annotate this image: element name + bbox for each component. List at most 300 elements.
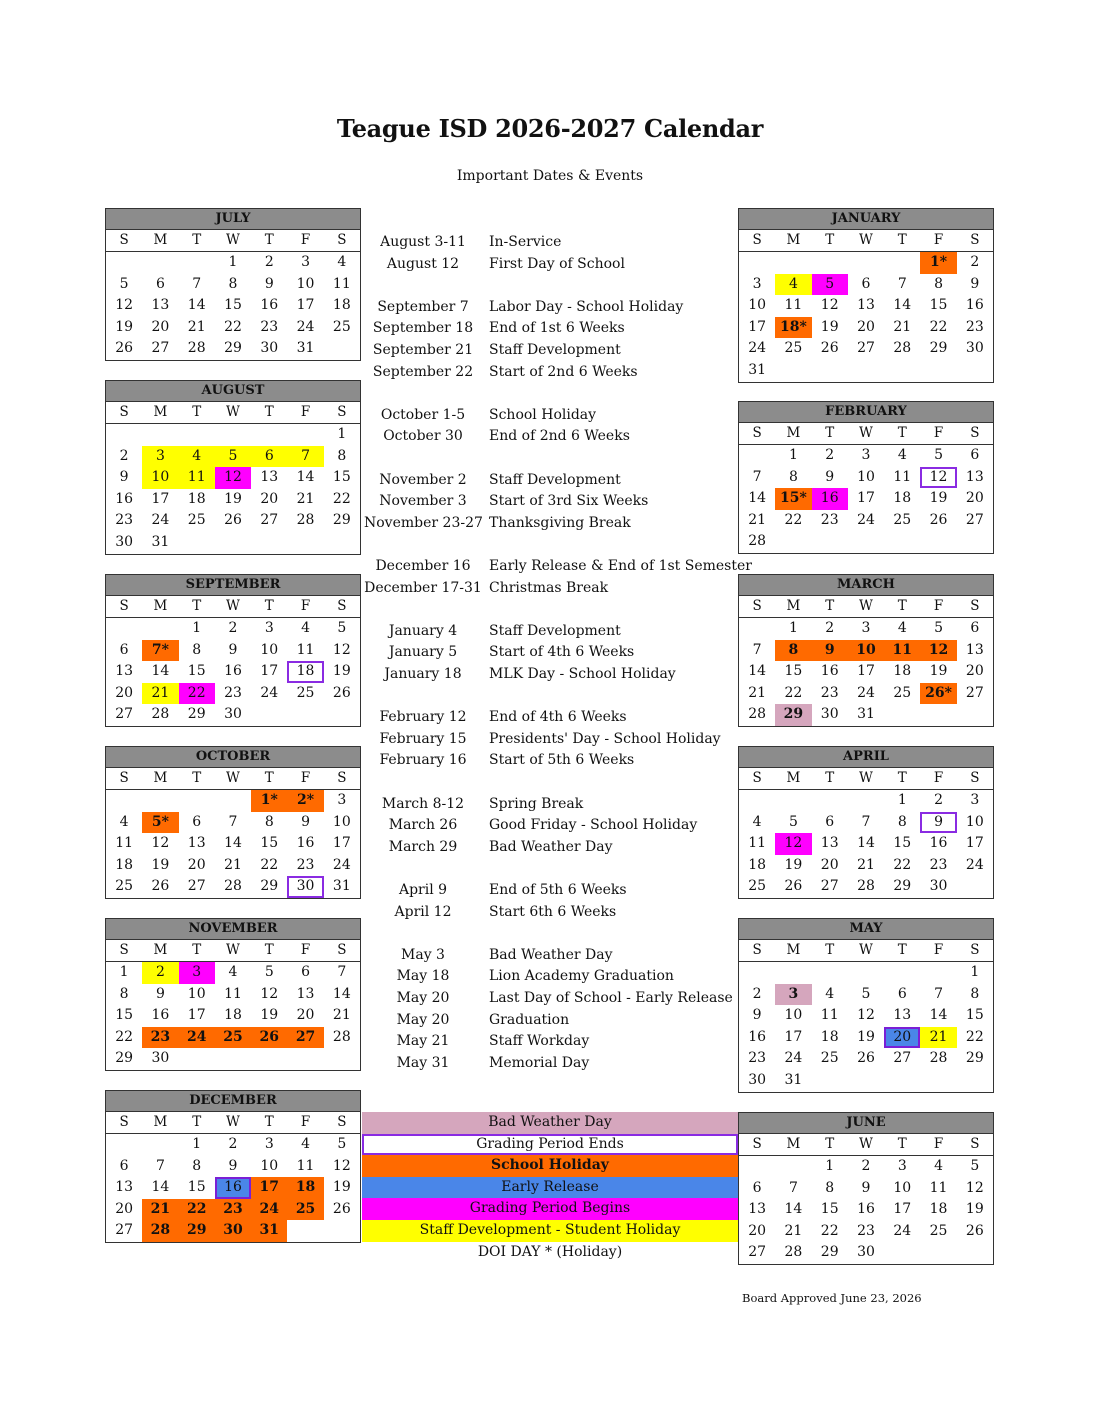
calendar-day: 23 [748, 1050, 767, 1067]
calendar-day: 28 [784, 1244, 803, 1261]
weekday-label: S [337, 942, 347, 958]
calendar-day: 31 [784, 1071, 803, 1088]
month-may [738, 918, 994, 1093]
calendar-day: 7 [192, 275, 202, 292]
event-date: August 12 [386, 255, 460, 272]
calendar-day: 16 [260, 297, 279, 314]
calendar-day: 17 [965, 835, 984, 852]
calendar-day: 14 [748, 663, 767, 680]
calendar-day: 24 [784, 1050, 803, 1067]
calendar-day: 25 [820, 1050, 839, 1067]
day-grid [739, 790, 993, 898]
weekday-label: T [264, 404, 274, 420]
empty-day [142, 790, 178, 812]
calendar-day: 16 [929, 835, 948, 852]
event-description: Thanksgiving Break [489, 514, 631, 531]
calendar-day: 27 [893, 1050, 912, 1067]
calendar-day: 3 [775, 984, 811, 1006]
calendar-day: 26 [857, 1050, 875, 1067]
calendar-day: 3 [337, 792, 347, 808]
event-description: Memorial Day [489, 1054, 590, 1071]
event-row [364, 405, 738, 426]
calendar-day: 6 [119, 641, 129, 658]
day-grid [739, 252, 993, 382]
calendar-day: 19 [857, 1028, 875, 1045]
calendar-day: 25 [287, 1199, 323, 1221]
calendar-day: 9 [970, 275, 980, 292]
event-row [364, 750, 738, 771]
calendar-day: 13 [748, 1201, 767, 1218]
event-description: Staff Development [489, 342, 621, 358]
event-date: May 31 [396, 1054, 450, 1071]
calendar-day: 28 [151, 706, 170, 723]
event-date: March 8-12 [381, 795, 465, 812]
month-december [105, 1090, 361, 1243]
calendar-day: 12 [920, 640, 956, 662]
event-date: August 3-11 [380, 234, 466, 250]
event-row [364, 966, 738, 987]
calendar-day: 27 [857, 340, 875, 357]
calendar-day: 7 [752, 468, 762, 485]
calendar-day: 26 [929, 511, 948, 528]
calendar-day: 11 [820, 1007, 839, 1024]
calendar-day: 28 [142, 1220, 178, 1242]
event-row [364, 297, 738, 318]
event-description: End of 5th 6 Weeks [489, 882, 627, 898]
weekday-header [106, 940, 360, 962]
weekday-header [739, 230, 993, 252]
calendar-day: 15 [929, 297, 948, 314]
weekday-label: F [933, 232, 944, 248]
calendar-day: 19 [260, 1007, 279, 1024]
month-july [105, 208, 361, 361]
calendar-day: 14 [748, 490, 767, 507]
weekday-label: W [226, 942, 240, 958]
calendar-day: 27 [260, 512, 279, 529]
weekday-label: S [752, 770, 762, 786]
calendar-day: 2 [228, 1136, 238, 1152]
calendar-day: 11 [224, 985, 242, 1002]
calendar-day: 16 [296, 835, 315, 852]
event-description: Labor Day - School Holiday [489, 298, 684, 315]
calendar-day: 2 [264, 254, 274, 270]
event-row [364, 578, 738, 599]
calendar-day: 3 [970, 792, 980, 808]
calendar-day: 10 [848, 640, 884, 662]
empty-day [920, 962, 956, 984]
calendar-day: 27 [820, 878, 839, 895]
weekday-label: F [933, 1136, 944, 1152]
calendar-day: 7 [788, 1179, 798, 1196]
calendar-day: 9 [228, 1157, 238, 1174]
empty-day [848, 790, 884, 812]
calendar-day: 15 [965, 1007, 984, 1024]
calendar-title: Teague ISD 2026-2027 Calendar [336, 114, 764, 143]
event-date: May 21 [396, 1033, 450, 1050]
calendar-day: 26 [151, 878, 170, 895]
event-row [364, 513, 738, 534]
calendar-day: 3 [861, 620, 871, 636]
calendar-day: 23 [142, 1027, 178, 1049]
calendar-day: 25 [893, 684, 912, 701]
calendar-day: 22 [820, 1222, 839, 1239]
empty-day [812, 252, 848, 274]
month-april [738, 746, 994, 899]
calendar-day: 24 [748, 340, 767, 357]
empty-day [106, 1134, 142, 1156]
day-grid [739, 962, 993, 1092]
calendar-day: 30 [857, 1244, 875, 1261]
event-date: October 30 [383, 428, 463, 445]
event-row [364, 491, 738, 512]
weekday-label: S [970, 425, 980, 441]
calendar-day: 9 [301, 813, 311, 830]
calendar-day: 20 [115, 684, 134, 701]
calendar-day: 4 [119, 813, 129, 830]
calendar-day: 18 [187, 490, 206, 507]
weekday-label: S [752, 598, 762, 614]
calendar-day: 13 [857, 297, 875, 314]
calendar-day: 2* [287, 790, 323, 812]
weekday-label: T [192, 598, 202, 614]
calendar-day: 25 [332, 318, 351, 335]
calendar-day: 15* [775, 488, 811, 510]
calendar-day: 17 [187, 1007, 206, 1024]
weekday-label: M [153, 404, 168, 420]
calendar-day: 2 [934, 792, 944, 808]
calendar-day: 23 [224, 684, 242, 701]
calendar-day: 10 [332, 813, 351, 830]
day-grid [106, 424, 360, 554]
event-row [364, 815, 738, 836]
weekday-header [739, 1134, 993, 1156]
calendar-day: 20 [820, 856, 839, 873]
event-row [364, 988, 738, 1009]
weekday-label: T [825, 770, 835, 786]
calendar-day: 15 [820, 1201, 839, 1218]
event-description: In-Service [489, 234, 562, 250]
weekday-label: T [897, 425, 907, 441]
calendar-day: 3 [264, 1136, 274, 1152]
event-date: January 4 [388, 622, 458, 639]
legend-staff-development: Staff Development - Student Holiday [362, 1220, 738, 1242]
weekday-label: M [153, 770, 168, 786]
empty-day [251, 424, 287, 446]
calendar-day: 25 [748, 878, 767, 895]
empty-day [142, 618, 178, 640]
weekday-label: S [752, 1136, 762, 1152]
calendar-day: 12 [920, 467, 956, 489]
calendar-day: 8 [788, 468, 798, 485]
calendar-day: 15 [115, 1007, 134, 1024]
empty-day [179, 790, 215, 812]
empty-day [848, 962, 884, 984]
weekday-label: F [933, 598, 944, 614]
calendar-day: 14 [296, 469, 315, 486]
month-name: MAY [739, 919, 993, 940]
calendar-day: 7 [287, 446, 323, 468]
calendar-day: 1 [337, 426, 347, 442]
calendar-day: 21 [142, 1199, 178, 1221]
calendar-day: 24 [893, 1222, 912, 1239]
calendar-day: 24 [857, 511, 875, 528]
weekday-label: S [119, 404, 129, 420]
empty-day [739, 445, 775, 467]
empty-day [739, 618, 775, 640]
calendar-day: 24 [260, 684, 279, 701]
event-row [364, 470, 738, 491]
weekday-label: W [859, 232, 873, 248]
calendar-day: 25 [215, 1027, 251, 1049]
calendar-day: 5 [934, 620, 944, 636]
calendar-day: 6 [192, 813, 202, 830]
empty-day [812, 962, 848, 984]
calendar-day: 15 [224, 297, 242, 314]
calendar-day: 22 [224, 318, 242, 335]
calendar-day: 5 [788, 813, 798, 830]
calendar-day: 25 [893, 511, 912, 528]
event-description: Staff Development [489, 622, 621, 639]
calendar-day: 31 [151, 533, 170, 550]
weekday-label: T [825, 598, 835, 614]
weekday-label: S [119, 1114, 129, 1130]
event-date: November 2 [379, 471, 467, 488]
calendar-day: 21 [748, 684, 767, 701]
calendar-day: 27 [748, 1244, 767, 1261]
calendar-day: 4 [301, 620, 311, 636]
calendar-day: 18 [287, 1177, 323, 1199]
calendar-day: 23 [296, 856, 315, 873]
calendar-day: 2 [825, 447, 835, 463]
calendar-day: 1 [119, 964, 129, 980]
calendar-day: 5 [337, 620, 347, 636]
weekday-label: M [786, 598, 801, 614]
calendar-day: 6 [301, 964, 311, 980]
calendar-day: 10 [748, 297, 767, 314]
calendar-day: 28 [296, 512, 315, 529]
calendar-day: 24 [296, 318, 315, 335]
calendar-day: 5 [934, 447, 944, 463]
weekday-label: T [192, 232, 202, 248]
calendar-day: 2 [970, 254, 980, 270]
calendar-day: 28 [748, 533, 767, 550]
calendar-day: 17 [251, 1177, 287, 1199]
calendar-day: 3 [264, 620, 274, 636]
calendar-day: 26 [965, 1222, 984, 1239]
event-row [364, 642, 738, 663]
calendar-day: 13 [151, 297, 170, 314]
calendar-day: 19 [929, 663, 948, 680]
calendar-day: 29 [775, 704, 811, 726]
calendar-day: 6 [825, 813, 835, 830]
calendar-day: 13 [115, 1179, 134, 1196]
weekday-header [106, 402, 360, 424]
calendar-day: 16 [812, 488, 848, 510]
calendar-day: 21 [857, 856, 875, 873]
event-date: September 21 [372, 342, 474, 358]
calendar-day: 25 [115, 878, 134, 895]
event-date: November 3 [379, 493, 467, 510]
calendar-day: 14 [151, 663, 170, 680]
calendar-day: 30 [287, 876, 323, 898]
event-description: First Day of School [489, 255, 625, 272]
calendar-day: 1 [897, 792, 907, 808]
calendar-day: 28 [332, 1028, 351, 1045]
event-description: Start of 2nd 6 Weeks [489, 363, 638, 380]
calendar-day: 10 [142, 467, 178, 489]
event-description: Start 6th 6 Weeks [489, 903, 617, 920]
calendar-day: 31 [296, 340, 315, 357]
event-description: Christmas Break [489, 579, 609, 596]
weekday-label: T [897, 770, 907, 786]
calendar-day: 29 [187, 706, 206, 723]
calendar-day: 8 [228, 275, 238, 292]
calendar-day: 15 [260, 835, 279, 852]
empty-day [215, 424, 251, 446]
event-description: Start of 3rd Six Weeks [489, 493, 649, 510]
calendar-day: 1 [825, 1158, 835, 1174]
calendar-day: 19 [784, 856, 803, 873]
empty-day [775, 962, 811, 984]
event-date: September 22 [372, 363, 474, 380]
event-description: End of 2nd 6 Weeks [489, 428, 630, 445]
calendar-day: 4 [301, 1136, 311, 1152]
weekday-label: F [300, 232, 311, 248]
calendar-day: 7 [934, 985, 944, 1002]
weekday-label: T [897, 1136, 907, 1152]
calendar-day: 23 [820, 511, 839, 528]
calendar-day: 14 [151, 1179, 170, 1196]
weekday-label: T [897, 598, 907, 614]
calendar-day: 15 [187, 663, 206, 680]
weekday-label: S [752, 425, 762, 441]
month-name: OCTOBER [106, 747, 360, 768]
calendar-day: 3 [897, 1158, 907, 1174]
calendar-day: 25 [929, 1222, 948, 1239]
calendar-day: 8 [934, 275, 944, 292]
weekday-label: W [859, 425, 873, 441]
calendar-day: 8 [825, 1179, 835, 1196]
calendar-day: 24 [179, 1027, 215, 1049]
calendar-day: 12 [260, 985, 279, 1002]
event-row [364, 254, 738, 275]
weekday-label: T [825, 1136, 835, 1152]
calendar-day: 5 [861, 985, 871, 1002]
calendar-day: 5 [970, 1158, 980, 1174]
calendar-day: 7 [752, 641, 762, 658]
calendar-day: 18 [224, 1007, 242, 1024]
weekday-label: S [752, 232, 762, 248]
weekday-header [106, 768, 360, 790]
event-date: December 17-31 [364, 579, 482, 596]
event-description: Spring Break [489, 795, 584, 812]
calendar-day: 12 [151, 835, 170, 852]
calendar-day: 26 [251, 1027, 287, 1049]
calendar-day: 18 [287, 661, 323, 683]
calendar-day: 24 [251, 1199, 287, 1221]
calendar-day: 28 [893, 340, 912, 357]
calendar-day: 9 [752, 1007, 762, 1024]
month-august [105, 380, 361, 555]
weekday-label: S [337, 770, 347, 786]
calendar-day: 20 [151, 318, 170, 335]
calendar-day: 1 [970, 964, 980, 980]
calendar-day: 23 [820, 684, 839, 701]
calendar-day: 14 [784, 1201, 803, 1218]
weekday-label: T [192, 942, 202, 958]
calendar-day: 18 [893, 663, 912, 680]
calendar-day: 31 [251, 1220, 287, 1242]
calendar-day: 4 [897, 620, 907, 636]
calendar-day: 21 [748, 511, 767, 528]
calendar-day: 25 [784, 340, 803, 357]
calendar-day: 18 [893, 490, 912, 507]
calendar-day: 17 [332, 835, 351, 852]
calendar-day: 1* [920, 252, 956, 274]
calendar-day: 11 [296, 1157, 315, 1174]
calendar-day: 8 [264, 813, 274, 830]
event-description: Staff Workday [489, 1033, 590, 1050]
event-date: September 7 [377, 298, 469, 315]
calendar-day: 12 [775, 833, 811, 855]
calendar-day: 4 [337, 254, 347, 270]
calendar-day: 11 [884, 640, 920, 662]
calendar-day: 18 [748, 856, 767, 873]
weekday-label: F [933, 942, 944, 958]
event-description: Graduation [489, 1011, 570, 1028]
weekday-label: T [897, 232, 907, 248]
month-name: FEBRUARY [739, 402, 993, 423]
calendar-day: 29 [179, 1220, 215, 1242]
legend-grading-period-ends: Grading Period Ends [362, 1134, 738, 1156]
calendar-day: 7* [142, 640, 178, 662]
weekday-label: M [786, 1136, 801, 1152]
calendar-day: 12 [332, 1157, 351, 1174]
calendar-day: 31 [857, 706, 875, 723]
calendar-day: 28 [929, 1050, 948, 1067]
calendar-day: 20 [187, 856, 206, 873]
calendar-day: 2 [119, 447, 129, 464]
day-grid [106, 1134, 360, 1242]
calendar-day: 13 [187, 835, 206, 852]
calendar-day: 5 [812, 274, 848, 296]
calendar-day: 18 [115, 856, 134, 873]
calendar-day: 19 [929, 490, 948, 507]
calendar-day: 30 [115, 533, 134, 550]
event-description: End of 4th 6 Weeks [489, 709, 627, 726]
calendar-day: 29 [115, 1050, 134, 1067]
calendar-day: 3 [179, 962, 215, 984]
weekday-label: S [970, 598, 980, 614]
calendar-day: 13 [965, 468, 984, 485]
calendar-day: 10 [893, 1179, 912, 1196]
event-row [364, 902, 738, 923]
calendar-subtitle: Important Dates & Events [456, 168, 644, 184]
calendar-day: 29 [224, 340, 242, 357]
calendar-day: 26* [920, 683, 956, 705]
weekday-label: T [897, 942, 907, 958]
legend-grading-period-begins: Grading Period Begins [362, 1198, 738, 1220]
calendar-day: 1* [251, 790, 287, 812]
calendar-day: 23 [857, 1222, 875, 1239]
calendar-day: 31 [748, 361, 767, 378]
weekday-label: M [786, 232, 801, 248]
calendar-day: 22 [893, 856, 912, 873]
event-description: Presidents' Day - School Holiday [489, 730, 721, 747]
calendar-day: 20 [965, 490, 984, 507]
calendar-day: 7 [155, 1157, 165, 1174]
calendar-day: 23 [215, 1199, 251, 1221]
